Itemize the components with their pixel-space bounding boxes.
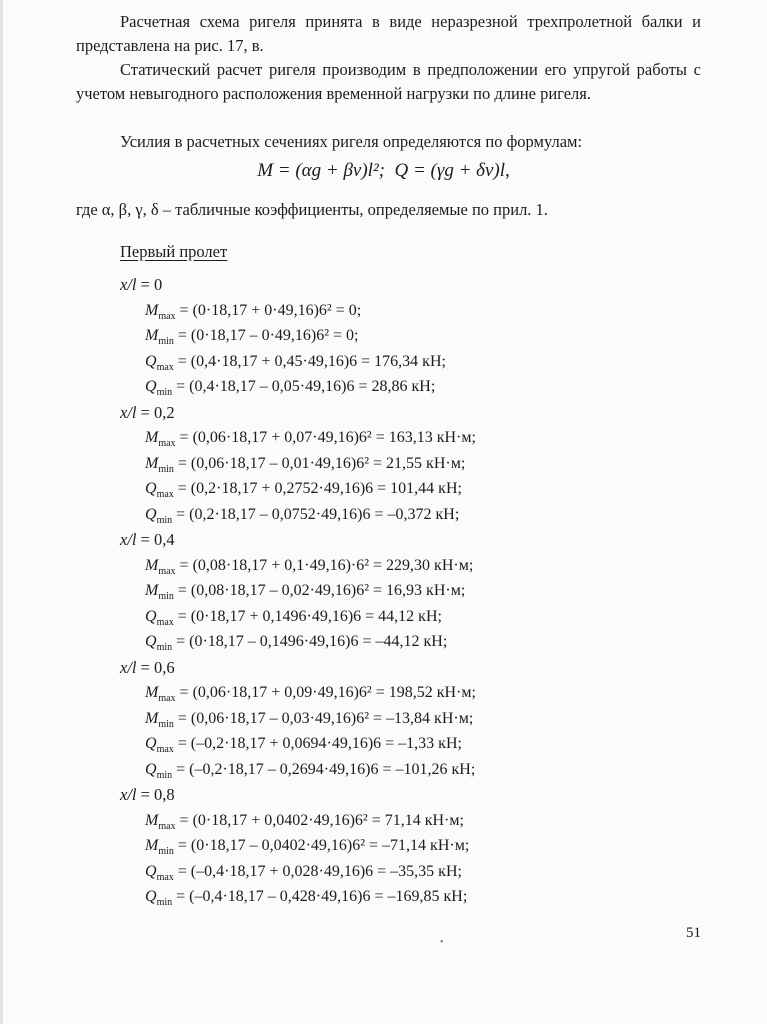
- equation-row: [145, 808, 767, 834]
- coefficients-note: где α, β, γ, δ – табличные коэффициенты, определяемые по прил. 1.: [76, 200, 548, 219]
- equation-row: [145, 757, 767, 783]
- force-symbol: M: [145, 709, 159, 727]
- equation-expression: = (0·18,17 + 0,1496·49,16)6 = 44,12 кН;: [177, 607, 442, 625]
- force-subscript: min: [158, 336, 174, 347]
- force-subscript: max: [158, 438, 176, 449]
- equation-expression: = (0·18,17 – 0·49,16)6² = 0;: [177, 327, 359, 344]
- section-position-label: [120, 527, 767, 553]
- paragraph-2: Статический расчет ригеля производим в предположении его упругой работы с учетом невыгодного расположения временной нагрузки по длине ригеля.: [76, 60, 701, 103]
- equation-row: [145, 604, 767, 630]
- position-value: = 0: [140, 275, 163, 294]
- section-position-label: [120, 782, 767, 808]
- force-symbol: M: [145, 556, 159, 574]
- equation-row: [145, 451, 767, 477]
- force-subscript: max: [156, 489, 174, 500]
- equation-expression: = (0,06·18,17 + 0,09·49,16)6² = 198,52 кН·м;: [179, 684, 476, 701]
- force-symbol: Q: [145, 633, 157, 650]
- equation-expression: = (0·18,17 – 0,1496·49,16)6 = –44,12 кН;: [176, 633, 448, 650]
- equation-row: [145, 578, 767, 604]
- calculation-list: [0, 272, 767, 910]
- equation-expression: = (0,06·18,17 – 0,01·49,16)6² = 21,55 кН·м;: [177, 454, 466, 472]
- equation-expression: = (–0,2·18,17 – 0,2694·49,16)6 = –101,26 кН;: [176, 760, 476, 778]
- equation-expression: = (–0,4·18,17 + 0,028·49,16)6 = –35,35 кН;: [177, 862, 462, 880]
- scan-speck: •: [440, 937, 444, 948]
- force-symbol: M: [145, 429, 159, 446]
- page-number: 51: [686, 925, 701, 941]
- equation-row: [145, 298, 767, 324]
- equation-row: [145, 680, 767, 706]
- formula-shear: Q = (γg + δv)l,: [394, 160, 510, 181]
- force-subscript: max: [158, 565, 176, 577]
- position-variable: x/l: [120, 785, 137, 804]
- force-symbol: M: [145, 837, 159, 854]
- equation-row: [145, 476, 767, 502]
- equation-row: [145, 884, 767, 910]
- force-symbol: Q: [145, 378, 157, 395]
- force-symbol: Q: [145, 735, 157, 752]
- force-subscript: max: [158, 693, 176, 704]
- equation-expression: = (0,2·18,17 + 0,2752·49,16)6 = 101,44 кН;: [177, 480, 462, 497]
- position-variable: x/l: [120, 275, 137, 294]
- force-subscript: max: [156, 744, 174, 755]
- position-variable: x/l: [120, 530, 137, 549]
- position-value: = 0,8: [140, 785, 175, 804]
- equation-row: [145, 629, 767, 655]
- equation-row: [145, 502, 767, 528]
- force-subscript: min: [156, 514, 173, 526]
- force-subscript: min: [158, 463, 174, 475]
- equation-expression: = (0·18,17 – 0,0402·49,16)6² = –71,14 кН·м;: [177, 837, 470, 854]
- equation-expression: = (0,4·18,17 – 0,05·49,16)6 = 28,86 кН;: [176, 378, 436, 395]
- force-symbol: M: [145, 327, 159, 344]
- force-subscript: min: [156, 642, 173, 653]
- force-symbol: Q: [145, 480, 157, 497]
- force-symbol: Q: [145, 862, 157, 880]
- force-subscript: max: [158, 310, 176, 322]
- position-value: = 0,4: [140, 530, 175, 549]
- force-symbol: Q: [145, 352, 157, 370]
- force-subscript: min: [158, 846, 174, 857]
- section-position-label: [120, 655, 767, 681]
- main-formula: [0, 157, 767, 185]
- force-symbol: M: [145, 454, 159, 472]
- equation-row: [145, 425, 767, 451]
- position-variable: x/l: [120, 402, 137, 422]
- equation-row: [145, 553, 767, 579]
- equation-row: [145, 323, 767, 349]
- equation-expression: = (0,06·18,17 + 0,07·49,16)6² = 163,13 кН·м;: [179, 429, 476, 446]
- force-symbol: M: [145, 301, 159, 319]
- force-subscript: min: [156, 387, 173, 398]
- position-variable: x/l: [120, 657, 137, 677]
- equation-expression: = (0,2·18,17 – 0,0752·49,16)6 = –0,372 кН;: [176, 505, 460, 523]
- equation-row: [145, 833, 767, 859]
- equation-row: [145, 731, 767, 757]
- equation-row: [145, 859, 767, 885]
- force-symbol: Q: [145, 607, 157, 625]
- force-subscript: max: [156, 361, 174, 373]
- paragraph-3: Усилия в расчетных сечениях ригеля определяются по формулам:: [120, 132, 583, 151]
- equation-expression: = (0,06·18,17 – 0,03·49,16)6² = –13,84 кН·м;: [177, 709, 474, 727]
- force-subscript: max: [156, 616, 174, 628]
- force-subscript: min: [156, 897, 173, 908]
- equation-expression: = (–0,4·18,17 – 0,428·49,16)6 = –169,85 кН;: [176, 888, 468, 905]
- force-subscript: min: [158, 718, 174, 730]
- position-value: = 0,6: [140, 657, 175, 677]
- formula-moment: M = (αg + βv)l²;: [257, 160, 385, 181]
- equation-row: [145, 374, 767, 400]
- force-symbol: Q: [145, 505, 157, 523]
- equation-expression: = (0,08·18,17 – 0,02·49,16)6² = 16,93 кН·м;: [177, 582, 466, 599]
- force-subscript: min: [156, 769, 173, 781]
- force-symbol: Q: [145, 760, 157, 778]
- force-symbol: Q: [145, 888, 157, 905]
- section-position-label: [120, 272, 767, 298]
- equation-expression: = (0·18,17 + 0·49,16)6² = 0;: [179, 301, 362, 319]
- section-position-label: [120, 400, 767, 426]
- equation-row: [145, 706, 767, 732]
- force-subscript: max: [158, 820, 176, 832]
- equation-row: [145, 349, 767, 375]
- paragraph-1: Расчетная схема ригеля принята в виде неразрезной трехпролетной балки и представлена на рис. 17, в.: [76, 12, 701, 55]
- section-heading: Первый пролет: [120, 242, 228, 261]
- equation-expression: = (0,08·18,17 + 0,1·49,16)·6² = 229,30 кН·м;: [179, 556, 474, 574]
- equation-expression: = (0·18,17 + 0,0402·49,16)6² = 71,14 кН·м;: [179, 811, 464, 829]
- force-symbol: M: [145, 582, 159, 599]
- force-subscript: max: [156, 871, 174, 883]
- equation-expression: = (0,4·18,17 + 0,45·49,16)6 = 176,34 кН;: [177, 352, 446, 370]
- force-symbol: M: [145, 811, 159, 829]
- force-symbol: M: [145, 684, 159, 701]
- position-value: = 0,2: [140, 402, 175, 422]
- force-subscript: min: [158, 591, 174, 602]
- equation-expression: = (–0,2·18,17 + 0,0694·49,16)6 = –1,33 кН;: [177, 735, 462, 752]
